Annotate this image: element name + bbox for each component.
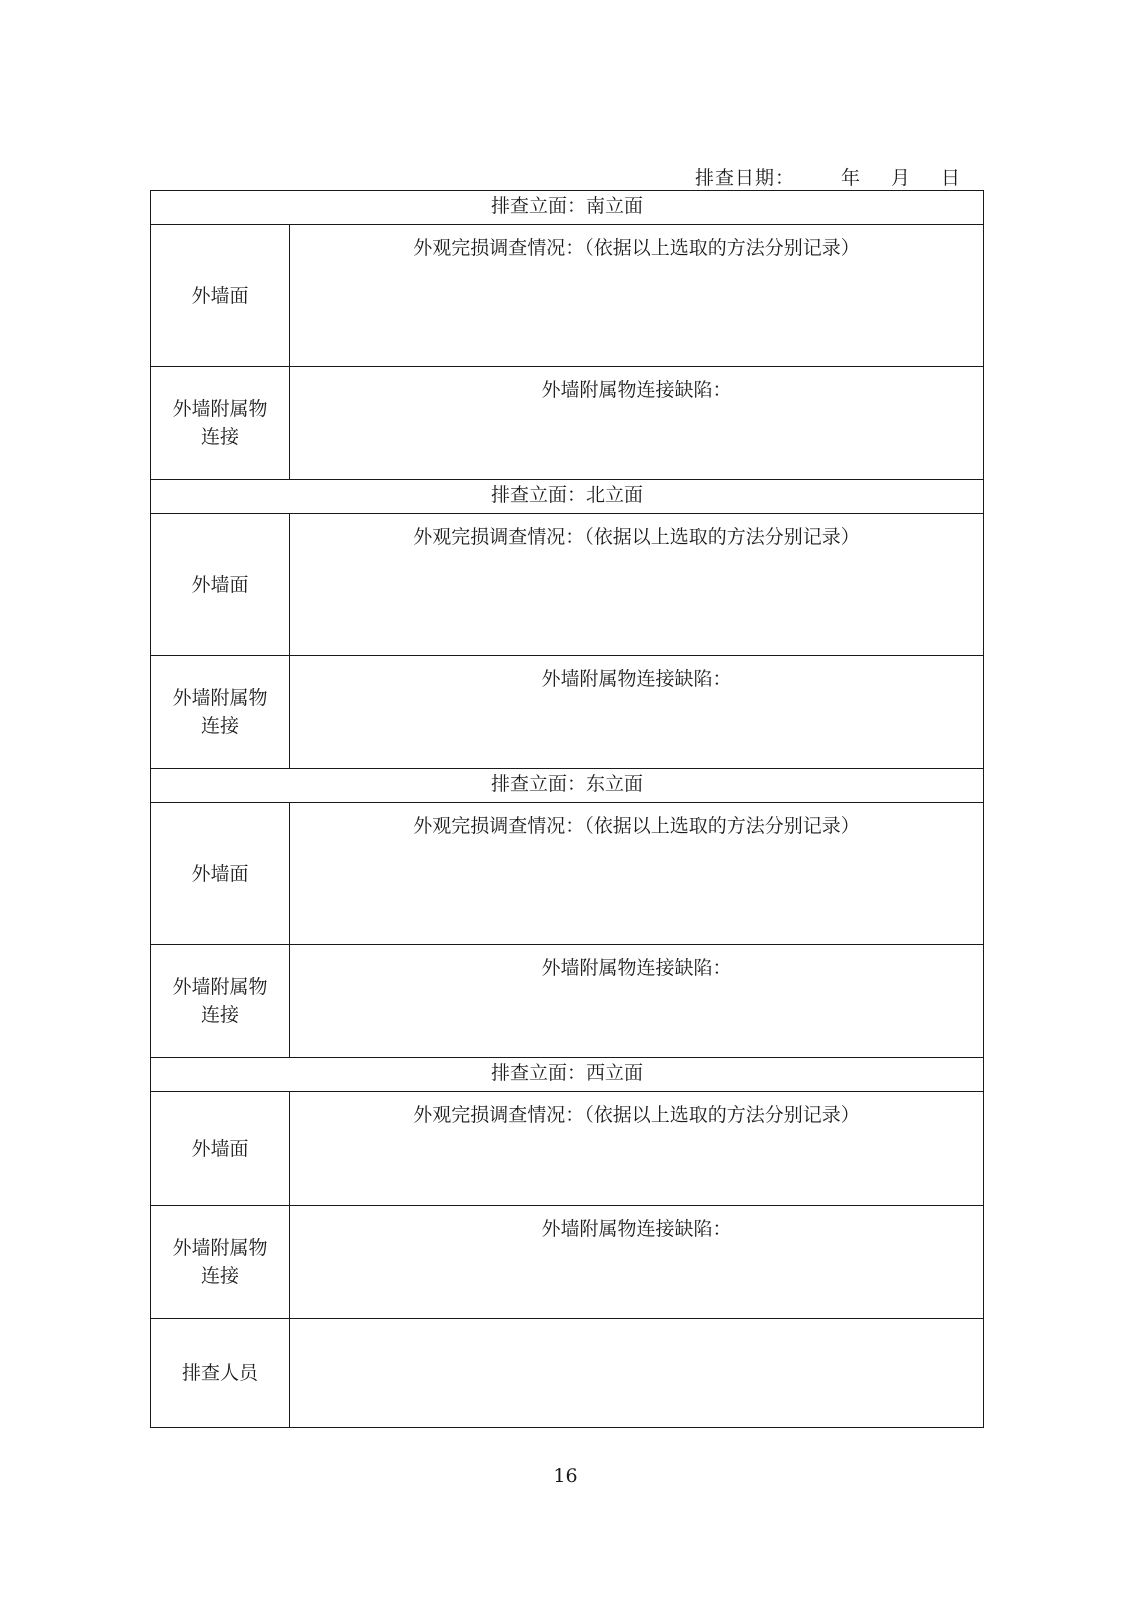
date-day-label: 日	[940, 167, 961, 189]
inspection-date-line	[695, 163, 961, 190]
attachment-label-cell	[151, 656, 290, 769]
attachment-label: 外墙附属物连接	[172, 398, 268, 448]
attachment-record-cell[interactable]	[290, 367, 984, 480]
wall-record-cell[interactable]	[290, 1092, 984, 1206]
wall-record-cell[interactable]	[290, 225, 984, 367]
attachment-label-cell	[151, 945, 290, 1058]
facade-title: 排查立面：南立面	[151, 191, 984, 225]
attachment-row	[151, 945, 984, 1058]
attachment-record-cell[interactable]	[290, 656, 984, 769]
wall-label: 外墙面	[191, 284, 249, 307]
wall-prompt: 外观完损调查情况：（依据以上选取的方法分别记录）	[413, 815, 860, 837]
facade-header-row	[151, 769, 984, 803]
wall-label: 外墙面	[191, 1137, 249, 1160]
wall-row	[151, 225, 984, 367]
wall-label: 外墙面	[191, 862, 249, 885]
attachment-prompt: 外墙附属物连接缺陷：	[541, 1218, 732, 1240]
wall-prompt: 外观完损调查情况：（依据以上选取的方法分别记录）	[413, 237, 860, 259]
attachment-label: 外墙附属物连接	[172, 1237, 268, 1287]
attachment-record-cell[interactable]	[290, 1206, 984, 1319]
attachment-row	[151, 1206, 984, 1319]
wall-prompt: 外观完损调查情况：（依据以上选取的方法分别记录）	[413, 1104, 860, 1126]
attachment-label-cell	[151, 1206, 290, 1319]
wall-record-cell[interactable]	[290, 803, 984, 945]
attachment-row	[151, 367, 984, 480]
date-label: 排查日期：	[694, 167, 795, 189]
attachment-prompt: 外墙附属物连接缺陷：	[541, 957, 732, 979]
attachment-label-cell	[151, 367, 290, 480]
wall-label-cell	[151, 803, 290, 945]
wall-record-cell[interactable]	[290, 514, 984, 656]
inspection-form-table	[150, 190, 984, 1428]
facade-title: 排查立面：东立面	[151, 769, 984, 803]
attachment-record-cell[interactable]	[290, 945, 984, 1058]
date-year-label: 年	[840, 167, 861, 189]
facade-header-row	[151, 1058, 984, 1092]
wall-row	[151, 514, 984, 656]
attachment-row	[151, 656, 984, 769]
staff-row	[151, 1319, 984, 1428]
wall-row	[151, 1092, 984, 1206]
wall-prompt: 外观完损调查情况：（依据以上选取的方法分别记录）	[413, 526, 860, 548]
attachment-prompt: 外墙附属物连接缺陷：	[541, 379, 732, 401]
facade-header-row	[151, 191, 984, 225]
wall-row	[151, 803, 984, 945]
facade-title: 排查立面：北立面	[151, 480, 984, 514]
staff-record-cell[interactable]	[290, 1319, 984, 1428]
attachment-prompt: 外墙附属物连接缺陷：	[541, 668, 732, 690]
facade-header-row	[151, 480, 984, 514]
staff-label-cell	[151, 1319, 290, 1428]
date-month-label: 月	[890, 167, 911, 189]
attachment-label: 外墙附属物连接	[172, 687, 268, 737]
wall-label-cell	[151, 1092, 290, 1206]
page-number: 16	[553, 1465, 578, 1487]
wall-label-cell	[151, 225, 290, 367]
wall-label-cell	[151, 514, 290, 656]
facade-title: 排查立面：西立面	[151, 1058, 984, 1092]
attachment-label: 外墙附属物连接	[172, 976, 268, 1026]
staff-label: 排查人员	[181, 1362, 258, 1384]
wall-label: 外墙面	[191, 573, 249, 596]
